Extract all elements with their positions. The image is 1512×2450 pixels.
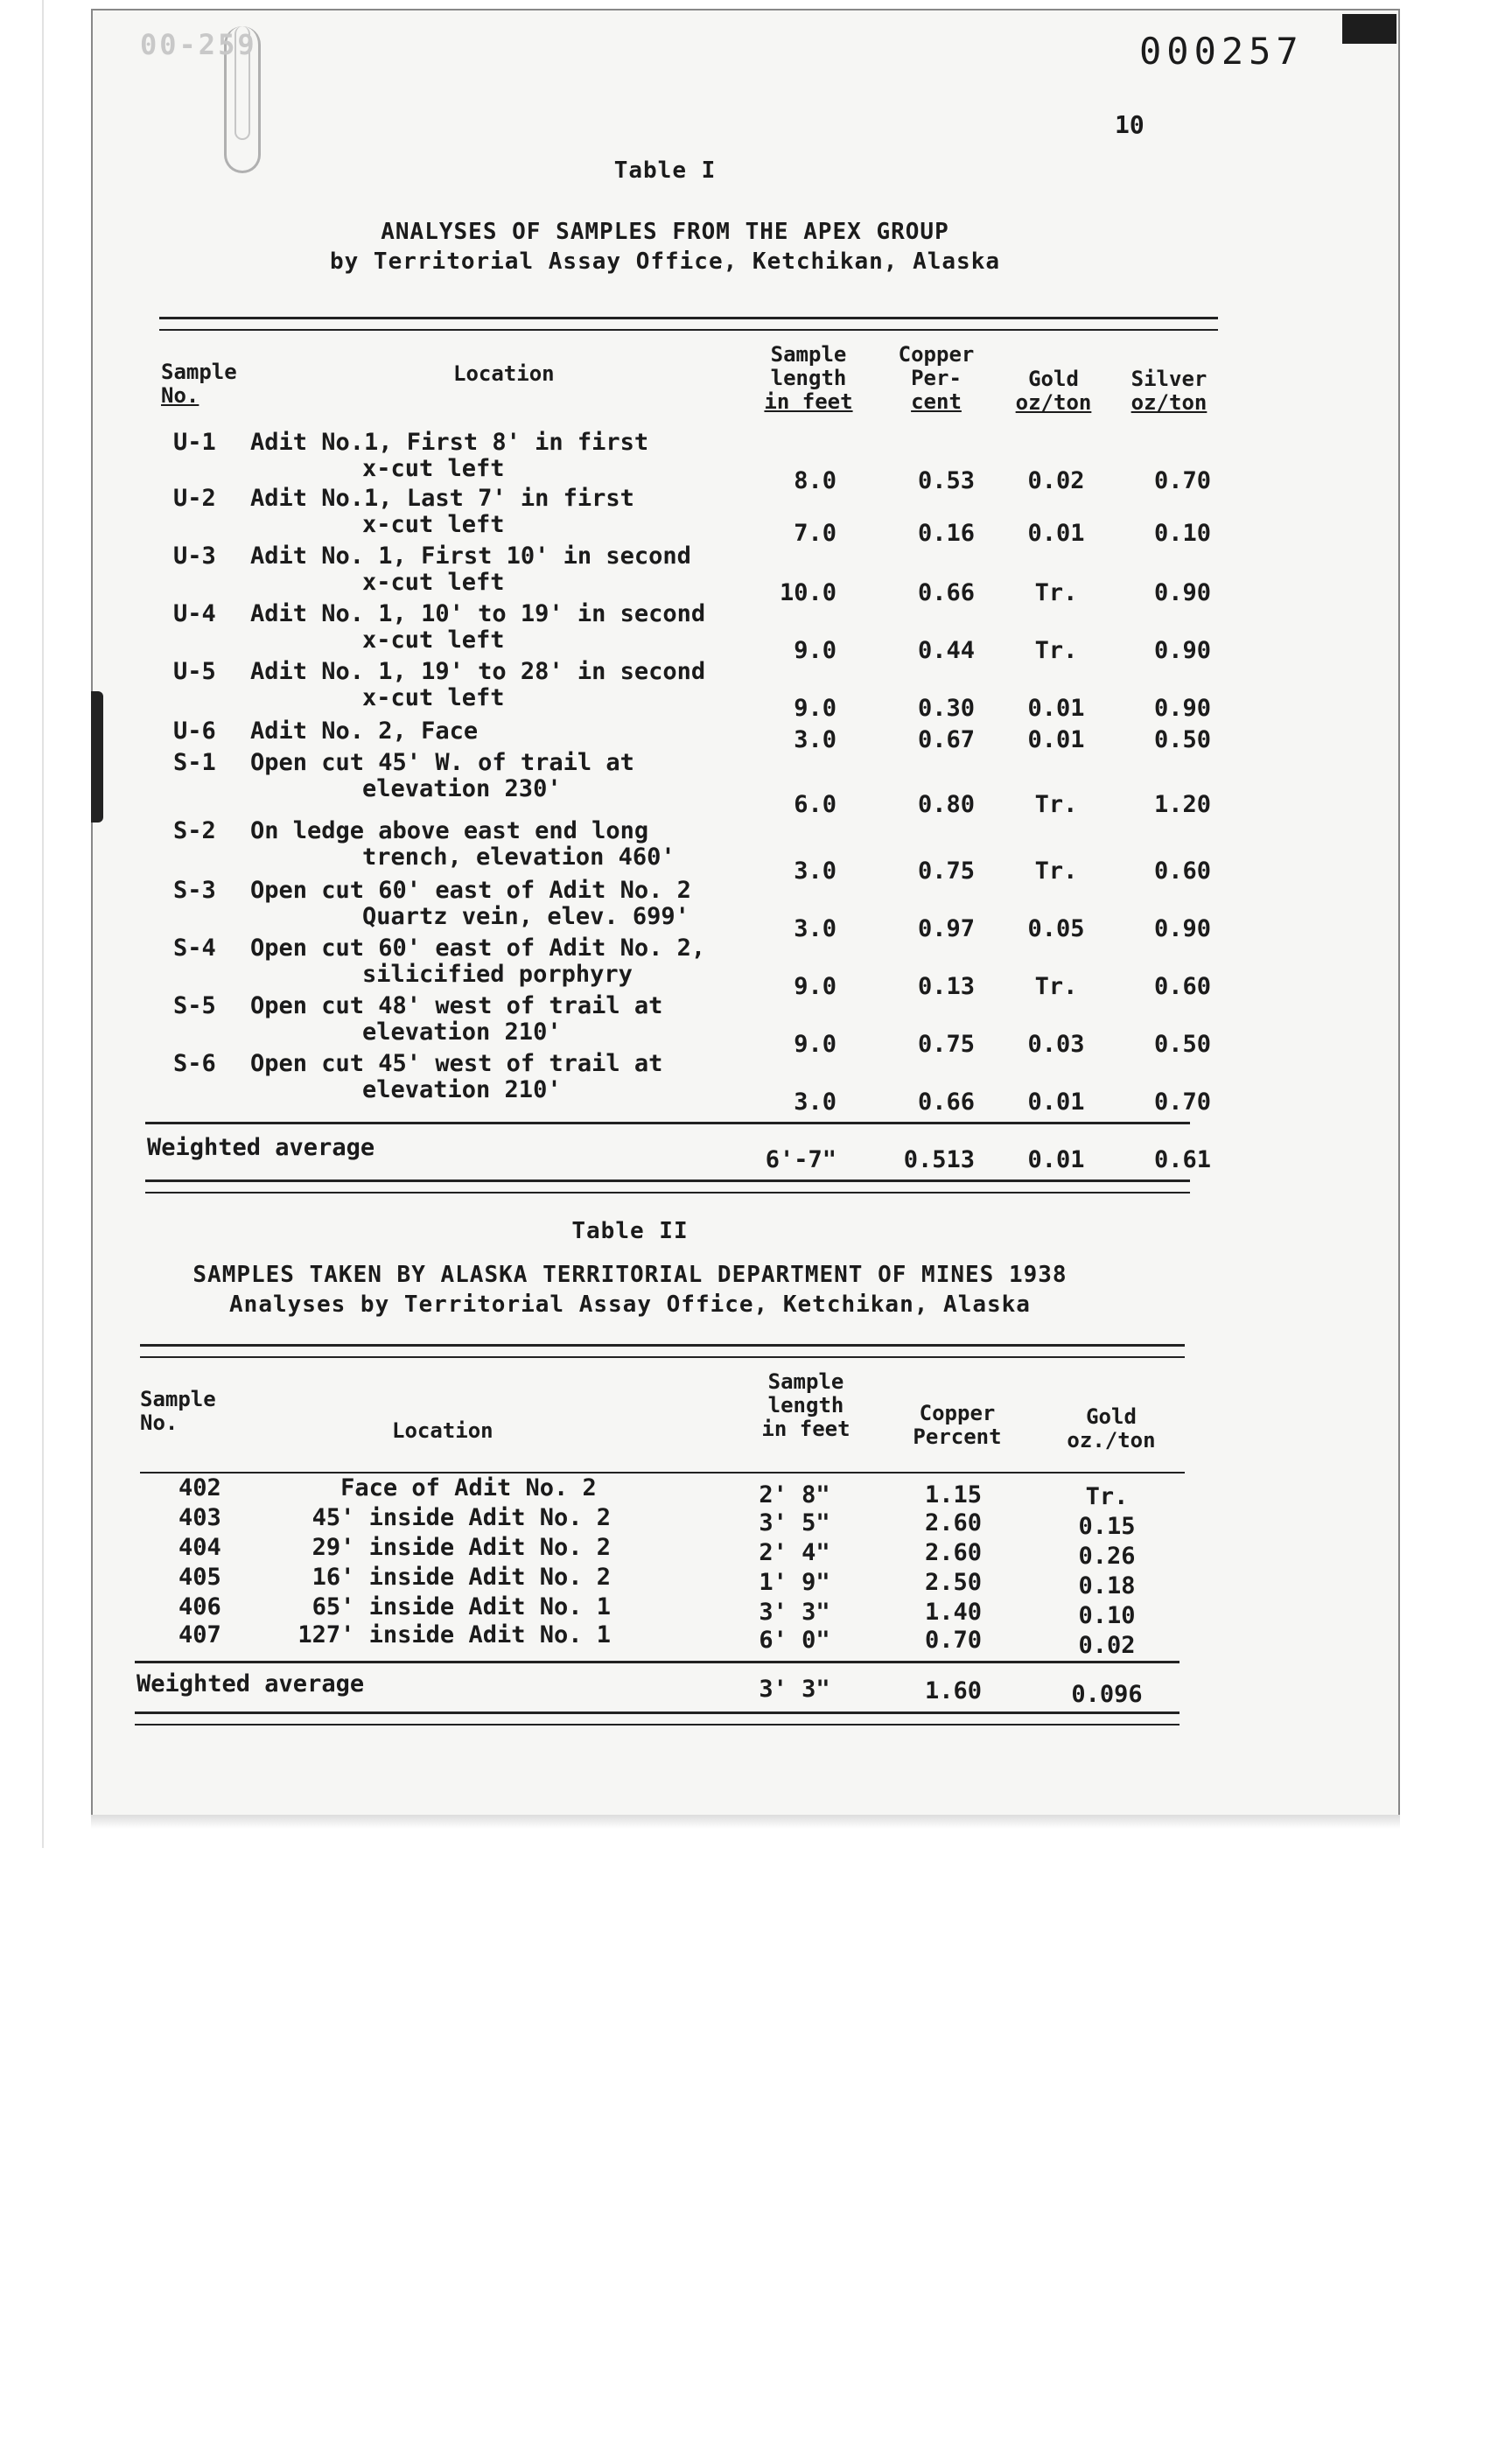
t1-h-gold: Gold oz/ton bbox=[1015, 367, 1092, 415]
table2-bottom-rule bbox=[135, 1712, 1180, 1714]
binding-tab-mark bbox=[91, 691, 103, 822]
table1-bottom-rule bbox=[145, 1180, 1190, 1182]
table1-average-rule bbox=[145, 1122, 1190, 1124]
corner-mark bbox=[1342, 14, 1396, 44]
table2-label: Table II bbox=[571, 1218, 689, 1244]
t2-h-gold: Gold oz./ton bbox=[1067, 1404, 1156, 1452]
table2-average-rule bbox=[135, 1661, 1180, 1663]
t2-h-length: Sample length in feet bbox=[761, 1369, 850, 1441]
table2-top-rule-2 bbox=[140, 1356, 1185, 1358]
t1-h-silver: Silver oz/ton bbox=[1130, 367, 1208, 415]
table1-top-rule bbox=[159, 317, 1218, 319]
table1-label: Table I bbox=[613, 158, 717, 184]
table1-subtitle: by Territorial Assay Office, Ketchikan, Alaska bbox=[329, 248, 1001, 275]
table2-title: SAMPLES TAKEN BY ALASKA TERRITORIAL DEPARTMENT OF MINES 1938 bbox=[192, 1262, 1068, 1288]
t2-h-location: Location bbox=[392, 1418, 494, 1443]
table1-bottom-rule-2 bbox=[145, 1192, 1190, 1194]
t1-h-copper: Copper Per- cent bbox=[898, 342, 975, 414]
page-number: 10 bbox=[1115, 110, 1144, 139]
t2-h-sample: Sample No. bbox=[140, 1387, 216, 1435]
table1-title: ANALYSES OF SAMPLES FROM THE APEX GROUP bbox=[381, 219, 949, 245]
t2-h-copper: Copper Percent bbox=[913, 1401, 1002, 1449]
page-bottom-edge bbox=[91, 1815, 1400, 1829]
table1-top-rule-2 bbox=[159, 329, 1218, 331]
table2-top-rule bbox=[140, 1344, 1185, 1347]
scan-margin-line bbox=[42, 0, 44, 1848]
table2-subtitle: Analyses by Territorial Assay Office, Ketchikan, Alaska bbox=[229, 1292, 1031, 1318]
t1-h-location: Location bbox=[453, 361, 555, 386]
page: 00-259 000257 10 Table I ANALYSES OF SAMPLES FROM THE APEX GROUP by Territorial Assay Office, Ketchikan, Alaska Sample No. Location Sample length in feet Copper Per- cent Gold oz/ton Silver oz/ton U-1 Adit No.1, First 8' in first x-cut left 8.0 0.53 0.02 0.70 U-2 Adit No.1, Last 7' in first x-cut left 7.0 0.16 0.01 0.10 U-3 Adit No. 1, First 10' in second x-cut left 10.0 0.66 Tr. 0.90 U-4 Adit No. 1, 10' to 19' in second x-cut left 9.0 0.44 Tr. 0.90 U-5 Adit No. 1, 19' to 28' in second x-cut left 9.0 0.30 0.01 0.90 U-6 Adit No. 2, Face 3.0 0.67 0.01 0.50 S-1 Open cut 45' W. of trail at elevation 230' 6.0 0.80 Tr. 1.20 S-2 On ledge above east end long trench, elevation 460' 3.0 0.75 Tr. 0.60 S-3 Open cut 60' east of Adit No. 2 Quartz vein, elev. 699' 3.0 0.97 0.05 0.90 S-4 Open cut 60' east of Adit No. 2, silicified porphyry 9.0 0.13 Tr. 0.60 S-5 Open cut 48' west of trail at elevation 210' 9.0 0.75 0.03 0.50 S-6 Open cut 45' west of trail at elevation 210' 3.0 0.66 0.01 0.70 Weighted average 6'-7" 0.513 0.01 0.61 Table II SAMPLES TAKEN BY ALASKA TERRITORIAL DEPARTMENT OF MINES 1938 Analyses by Territorial Assay Office, Ketchikan, Alaska Sample No. Location Sample length in feet Copper Percent Gold oz./ton 402 Face of Adit No. 2 2' 8" 1.15 Tr. 403 45' inside Adit No. 2 3' 5" 2.60 0.15 404 29' inside Adit No. 2 2' 4" 2.60 0.26 405 16' inside Adit No. 2 1' 9" 2.50 0.18 406 65' inside Adit No. 1 3' 3" 1.40 0.10 407 127' inside Adit No. 1 6' 0" 0.70 0.02 Weighted average 3' 3" 1.60 0.096 bbox=[0, 0, 1512, 2450]
table2-bottom-rule-2 bbox=[135, 1724, 1180, 1726]
faint-stamp-number: 00-259 bbox=[140, 28, 257, 61]
t1-h-sample: Sample No. bbox=[161, 360, 237, 408]
stamp-number: 000257 bbox=[1139, 30, 1304, 73]
t1-h-length: Sample length in feet bbox=[764, 342, 853, 414]
